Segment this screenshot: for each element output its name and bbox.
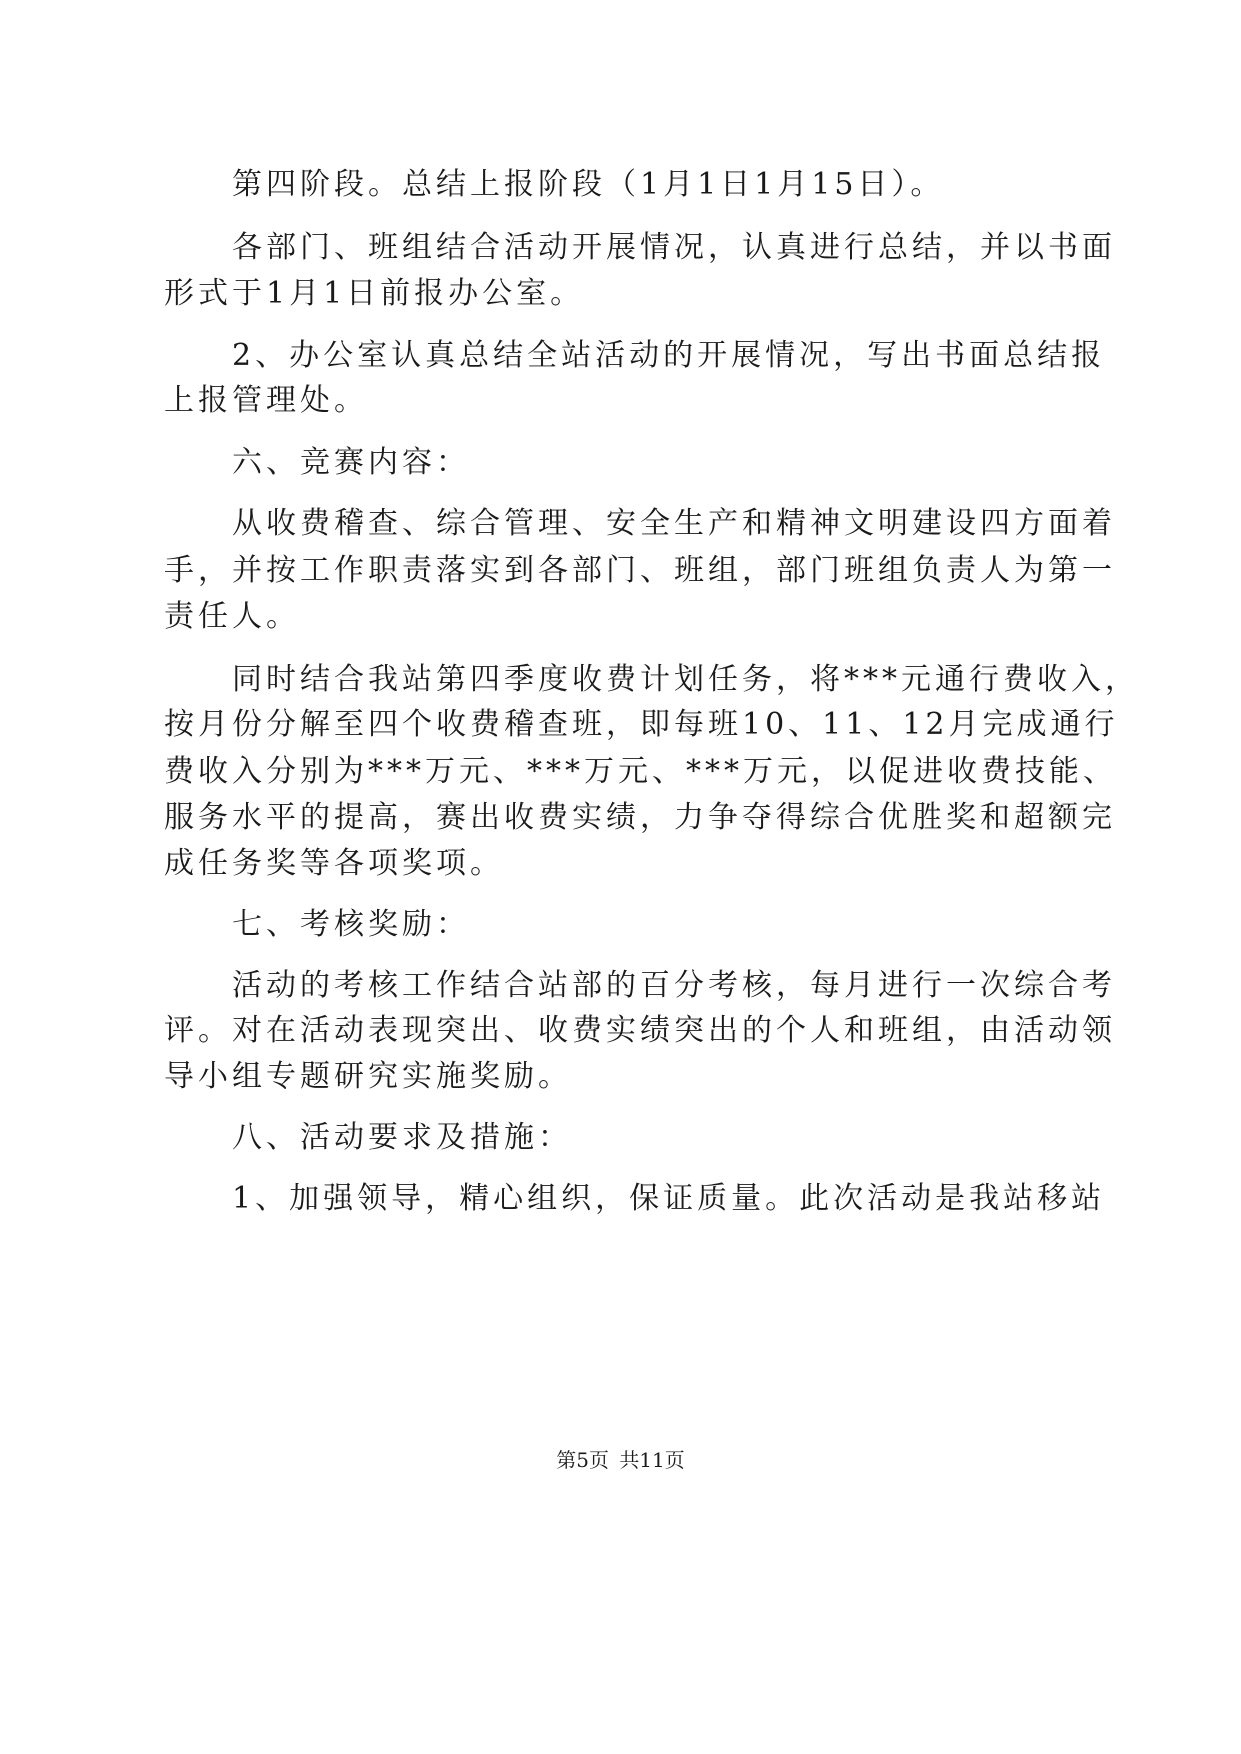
text-line: 各部门、班组结合活动开展情况，认真进行总结，并以书面 (232, 230, 1116, 265)
text-line: 评。对在活动表现突出、收费实绩突出的个人和班组，由活动领 (164, 1013, 1116, 1048)
text-line: 成任务奖等各项奖项。 (164, 846, 504, 881)
page-total: 共11页 (619, 1448, 685, 1472)
text-line: 1、加强领导，精心组织，保证质量。此次活动是我站移站 (232, 1181, 1106, 1216)
text-line: 手，并按工作职责落实到各部门、班组，部门班组负责人为第一 (164, 553, 1116, 588)
text-line: 同时结合我站第四季度收费计划任务，将***元通行费收入， (232, 662, 1139, 697)
text-line: 责任人。 (164, 599, 300, 634)
section-heading: 八、活动要求及措施： (232, 1120, 572, 1155)
text-line: 形式于1月1日前报办公室。 (164, 276, 585, 311)
text-line: 上报管理处。 (164, 383, 368, 418)
text-line: 导小组专题研究实施奖励。 (164, 1059, 572, 1094)
text-line: 按月份分解至四个收费稽查班，即每班10、11、12月完成通行 (164, 707, 1119, 742)
page-footer (0, 1446, 1241, 1474)
text-line: 服务水平的提高，赛出收费实绩，力争夺得综合优胜奖和超额完 (164, 800, 1116, 835)
text-line: 费收入分别为***万元、***万元、***万元，以促进收费技能、 (164, 754, 1117, 789)
text-line: 第四阶段。总结上报阶段（1月1日1月15日）。 (232, 167, 945, 202)
text-line: 2、办公室认真总结全站活动的开展情况，写出书面总结报 (232, 338, 1106, 373)
section-heading: 六、竞赛内容： (232, 445, 470, 480)
page-number: 第5页 (556, 1448, 609, 1472)
section-heading: 七、考核奖励： (232, 907, 470, 942)
text-line: 从收费稽查、综合管理、安全生产和精神文明建设四方面着 (232, 506, 1116, 541)
text-line: 活动的考核工作结合站部的百分考核，每月进行一次综合考 (232, 968, 1116, 1003)
